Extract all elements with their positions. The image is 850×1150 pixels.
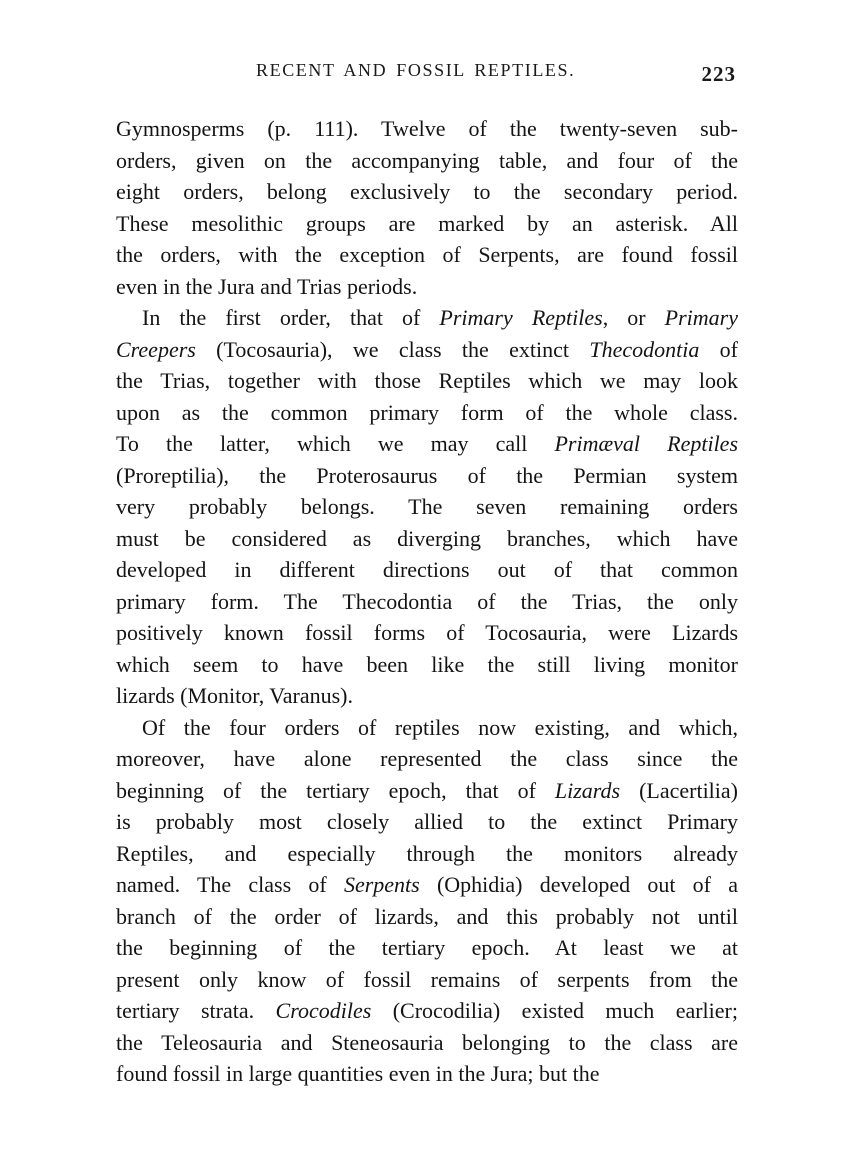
italic-term: Thecodontia — [589, 336, 700, 362]
text-line — [116, 113, 738, 145]
text-run: To the latter, which we may call — [116, 431, 555, 456]
text-run: must be considered as diverging branches, which have — [116, 525, 738, 551]
text-run: named. The class of — [116, 872, 344, 897]
page-number: 223 — [701, 62, 736, 86]
text-line — [116, 460, 738, 492]
italic-term: Lizards — [554, 777, 621, 803]
italic-term: Primary Reptiles — [439, 305, 603, 330]
text-line — [116, 901, 738, 933]
text-line — [116, 428, 738, 460]
text-line — [116, 995, 738, 1027]
text-line — [116, 743, 738, 775]
text-run: even in the Jura and Trias periods. — [116, 273, 418, 299]
text-line — [116, 145, 738, 177]
text-run: the Teleosauria and Steneosauria belonging to the class are — [116, 1029, 738, 1055]
text-line — [116, 554, 738, 586]
text-run: Reptiles, and especially through the monitors already — [116, 840, 738, 866]
text-run: found fossil in large quantities even in the Jura; but the — [116, 1061, 600, 1086]
text-run: is probably most closely allied to the extinct Primary — [116, 809, 738, 834]
text-run: eight orders, belong exclusively to the secondary period. — [116, 179, 738, 204]
text-run: which seem to have been like the still living monitor — [116, 651, 738, 677]
running-head — [118, 58, 738, 88]
text-run: primary form. The Thecodontia of the Trias, the only — [116, 588, 738, 614]
text-line — [116, 334, 738, 366]
text-run: (Lacertilia) — [620, 777, 738, 803]
italic-term: Crocodiles — [275, 998, 372, 1023]
text-line — [116, 365, 738, 397]
italic-term: Creepers — [116, 336, 196, 362]
text-line — [116, 617, 738, 649]
text-run: moreover, have alone represented the class since the — [116, 746, 738, 771]
text-line — [116, 806, 738, 838]
text-line — [116, 491, 738, 523]
text-run: , or — [602, 305, 665, 330]
italic-term: Primæval Reptiles — [554, 431, 739, 456]
text-run: tertiary strata. — [116, 998, 276, 1023]
text-line — [116, 397, 738, 429]
italic-term: Serpents — [343, 872, 420, 897]
text-line — [116, 712, 738, 744]
text-line — [116, 208, 738, 240]
text-run: (Proreptilia), the Proterosaurus of the Permian system — [116, 462, 738, 488]
text-line — [116, 649, 738, 681]
text-run: lizards (Monitor, Varanus). — [116, 683, 353, 708]
text-line — [116, 680, 738, 712]
text-run: These mesolithic groups are marked by an asterisk. All — [116, 210, 738, 236]
text-run: orders, given on the accompanying table, and four of the — [116, 147, 738, 173]
text-run: the orders, with the exception of Serpents, are found fossil — [116, 242, 738, 267]
text-line — [116, 775, 738, 807]
text-run: present only know of fossil remains of serpents from the — [116, 966, 738, 992]
text-run: Of the four orders of reptiles now existing, and which, — [142, 714, 738, 740]
text-run: developed in different directions out of that common — [116, 557, 738, 582]
text-line — [116, 302, 738, 334]
text-line — [116, 964, 738, 996]
text-line — [116, 1058, 738, 1090]
text-run: Gymnosperms (p. 111). Twelve of the twenty-seven sub- — [116, 116, 738, 141]
text-run: (Crocodilia) existed much earlier; — [371, 998, 738, 1023]
text-line — [116, 239, 738, 271]
text-run: In the first order, that of — [142, 305, 440, 330]
text-line — [116, 838, 738, 870]
text-run: of — [699, 336, 739, 362]
text-line — [116, 586, 738, 618]
text-line — [116, 523, 738, 555]
text-run: upon as the common primary form of the whole class. — [116, 399, 738, 425]
running-title: RECENT AND FOSSIL REPTILES. — [256, 60, 576, 80]
text-line — [116, 869, 738, 901]
text-line — [116, 932, 738, 964]
italic-term: Primary — [664, 305, 738, 330]
text-run: (Tocosauria), we class the extinct — [195, 336, 590, 362]
text-run: beginning of the tertiary epoch, that of — [116, 777, 555, 803]
text-line — [116, 271, 738, 303]
text-line — [116, 176, 738, 208]
text-run: positively known fossil forms of Tocosauria, were Lizards — [116, 620, 738, 645]
text-run: branch of the order of lizards, and this probably not until — [116, 903, 738, 929]
text-line — [116, 1027, 738, 1059]
text-run: the beginning of the tertiary epoch. At least we at — [116, 935, 738, 960]
text-run: (Ophidia) developed out of a — [419, 872, 738, 897]
text-run: very probably belongs. The seven remaining orders — [116, 494, 738, 519]
text-run: the Trias, together with those Reptiles which we may look — [116, 368, 738, 393]
body-text — [116, 113, 738, 1090]
